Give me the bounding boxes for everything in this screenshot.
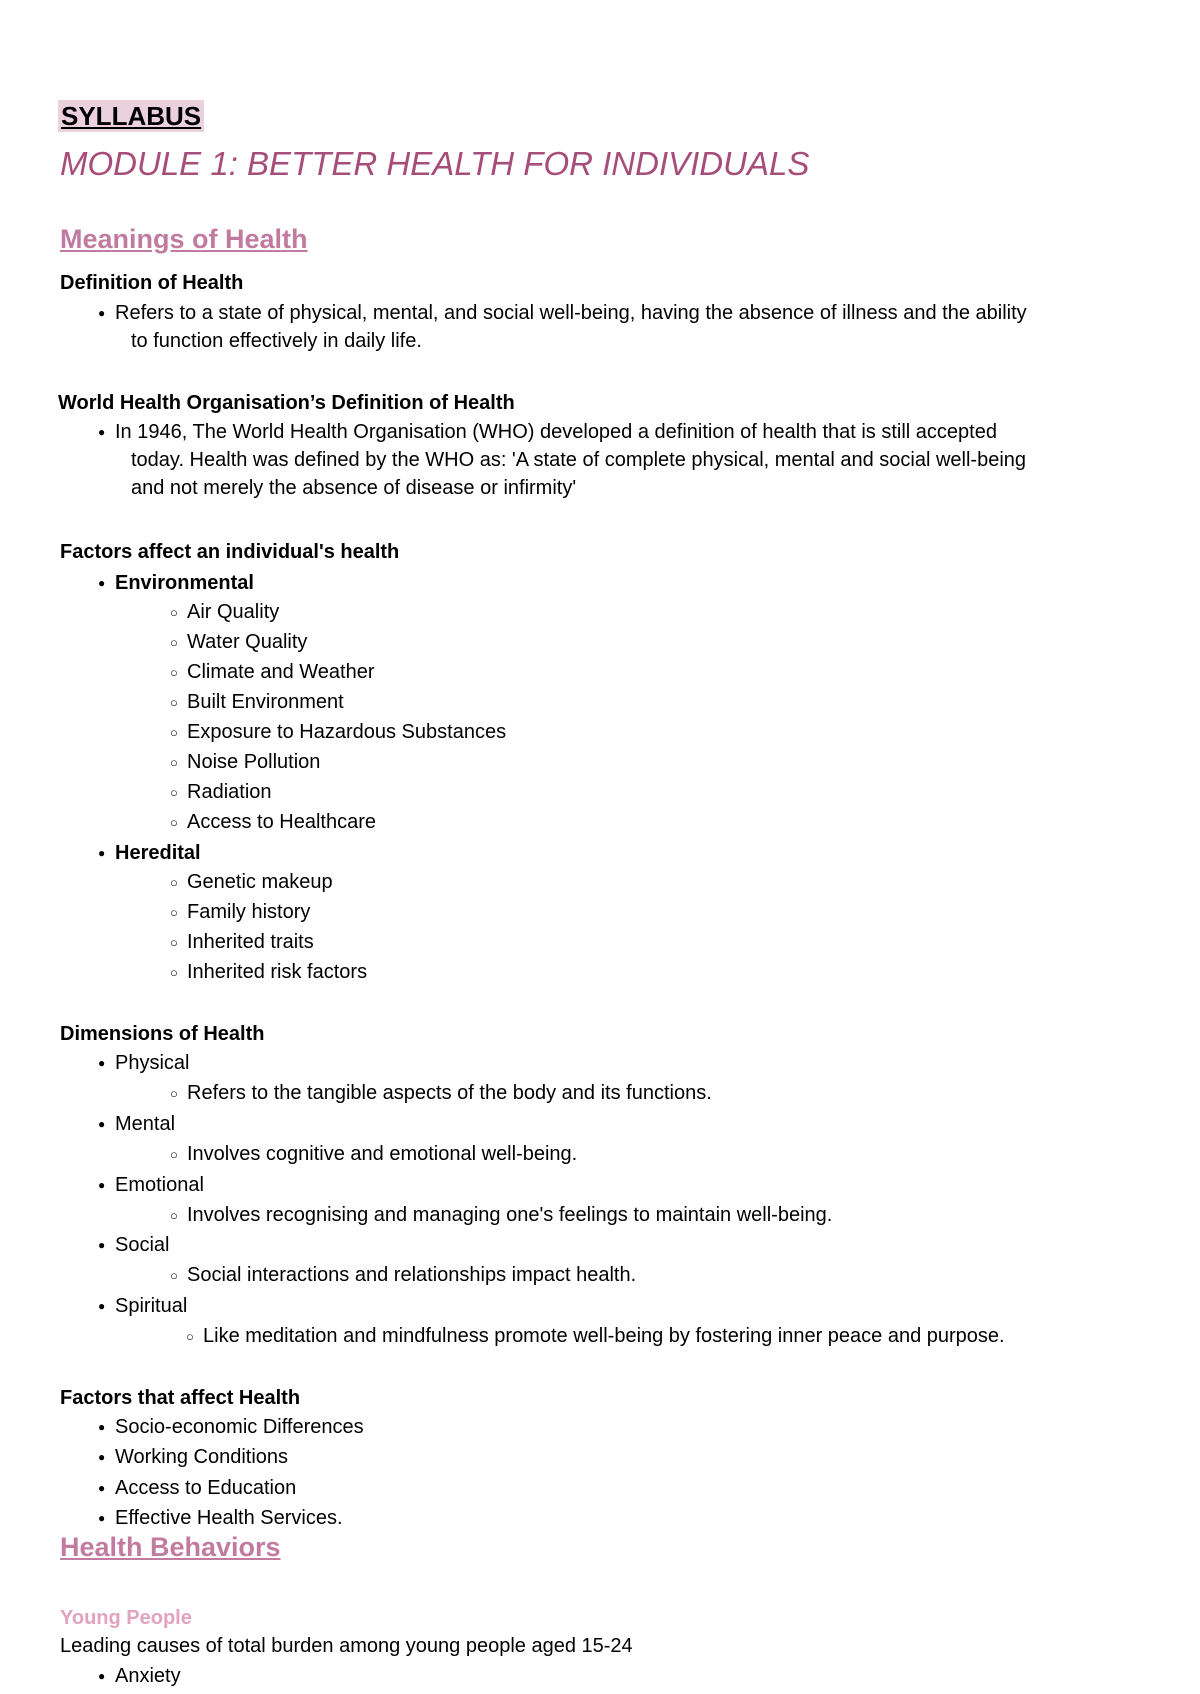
list-item: ● Effective Health Services. xyxy=(98,1504,343,1532)
definition-line-1: ● Refers to a state of physical, mental, and social well-being, having the absence of illness and the ability xyxy=(98,299,1027,327)
list-item: ● Working Conditions xyxy=(98,1443,288,1471)
who-line-1: ● In 1946, The World Health Organisation (WHO) developed a definition of health that is still accepted xyxy=(98,418,997,446)
list-item: ○ Genetic makeup xyxy=(170,868,333,897)
list-item: ● Socio-economic Differences xyxy=(98,1413,364,1441)
who-line-3: and not merely the absence of disease or infirmity' xyxy=(131,477,577,499)
who-heading: World Health Organisation’s Definition of Health xyxy=(58,392,515,414)
list-item: ○ Built Environment xyxy=(170,688,344,717)
section-heading-meanings: Meanings of Health xyxy=(60,224,308,254)
list-item: ○ Radiation xyxy=(170,778,272,807)
young-people-heading: Young People xyxy=(60,1607,192,1629)
dimension-desc: ○ Involves recognising and managing one's feelings to maintain well-being. xyxy=(170,1201,832,1230)
syllabus-label: SYLLABUS xyxy=(58,100,204,132)
list-item: ○ Exposure to Hazardous Substances xyxy=(170,718,506,747)
hereditary-label: ● Heredital xyxy=(98,839,201,867)
dimension-desc: ○ Refers to the tangible aspects of the body and its functions. xyxy=(170,1079,712,1108)
list-item: ○ Noise Pollution xyxy=(170,748,320,777)
list-item: ○ Inherited risk factors xyxy=(170,958,367,987)
dimensions-heading: Dimensions of Health xyxy=(60,1023,265,1045)
list-item: ○ Climate and Weather xyxy=(170,658,375,687)
young-people-text: Leading causes of total burden among young people aged 15-24 xyxy=(60,1635,633,1657)
list-item: ○ Air Quality xyxy=(170,598,279,627)
dimension-label: ● Emotional xyxy=(98,1171,204,1199)
list-item: ○ Water Quality xyxy=(170,628,307,657)
who-line-2: today. Health was defined by the WHO as: 'A state of complete physical, mental and social well-being xyxy=(131,449,1027,471)
list-item: ○ Inherited traits xyxy=(170,928,314,957)
dimension-desc: ○ Like meditation and mindfulness promote well-being by fostering inner peace and purpose. xyxy=(186,1322,1005,1351)
definition-heading: Definition of Health xyxy=(60,272,244,294)
dimension-label: ● Mental xyxy=(98,1110,175,1138)
module-title: MODULE 1: BETTER HEALTH FOR INDIVIDUALS xyxy=(60,145,810,182)
factors-individual-heading: Factors affect an individual's health xyxy=(60,541,400,563)
definition-line-2: to function effectively in daily life. xyxy=(131,330,422,352)
dimension-label: ● Social xyxy=(98,1231,169,1259)
environmental-label: ● Environmental xyxy=(98,569,254,597)
dimension-label: ● Physical xyxy=(98,1049,189,1077)
dimension-desc: ○ Involves cognitive and emotional well-being. xyxy=(170,1140,577,1169)
factors-health-heading: Factors that affect Health xyxy=(60,1387,301,1409)
section-heading-behaviors: Health Behaviors xyxy=(60,1532,281,1562)
list-item: ○ Access to Healthcare xyxy=(170,808,376,837)
list-item: ● Access to Education xyxy=(98,1474,296,1502)
list-item: ○ Family history xyxy=(170,898,310,927)
dimension-desc: ○ Social interactions and relationships impact health. xyxy=(170,1261,636,1290)
list-item: ● Anxiety xyxy=(98,1662,181,1690)
dimension-label: ● Spiritual xyxy=(98,1292,187,1320)
